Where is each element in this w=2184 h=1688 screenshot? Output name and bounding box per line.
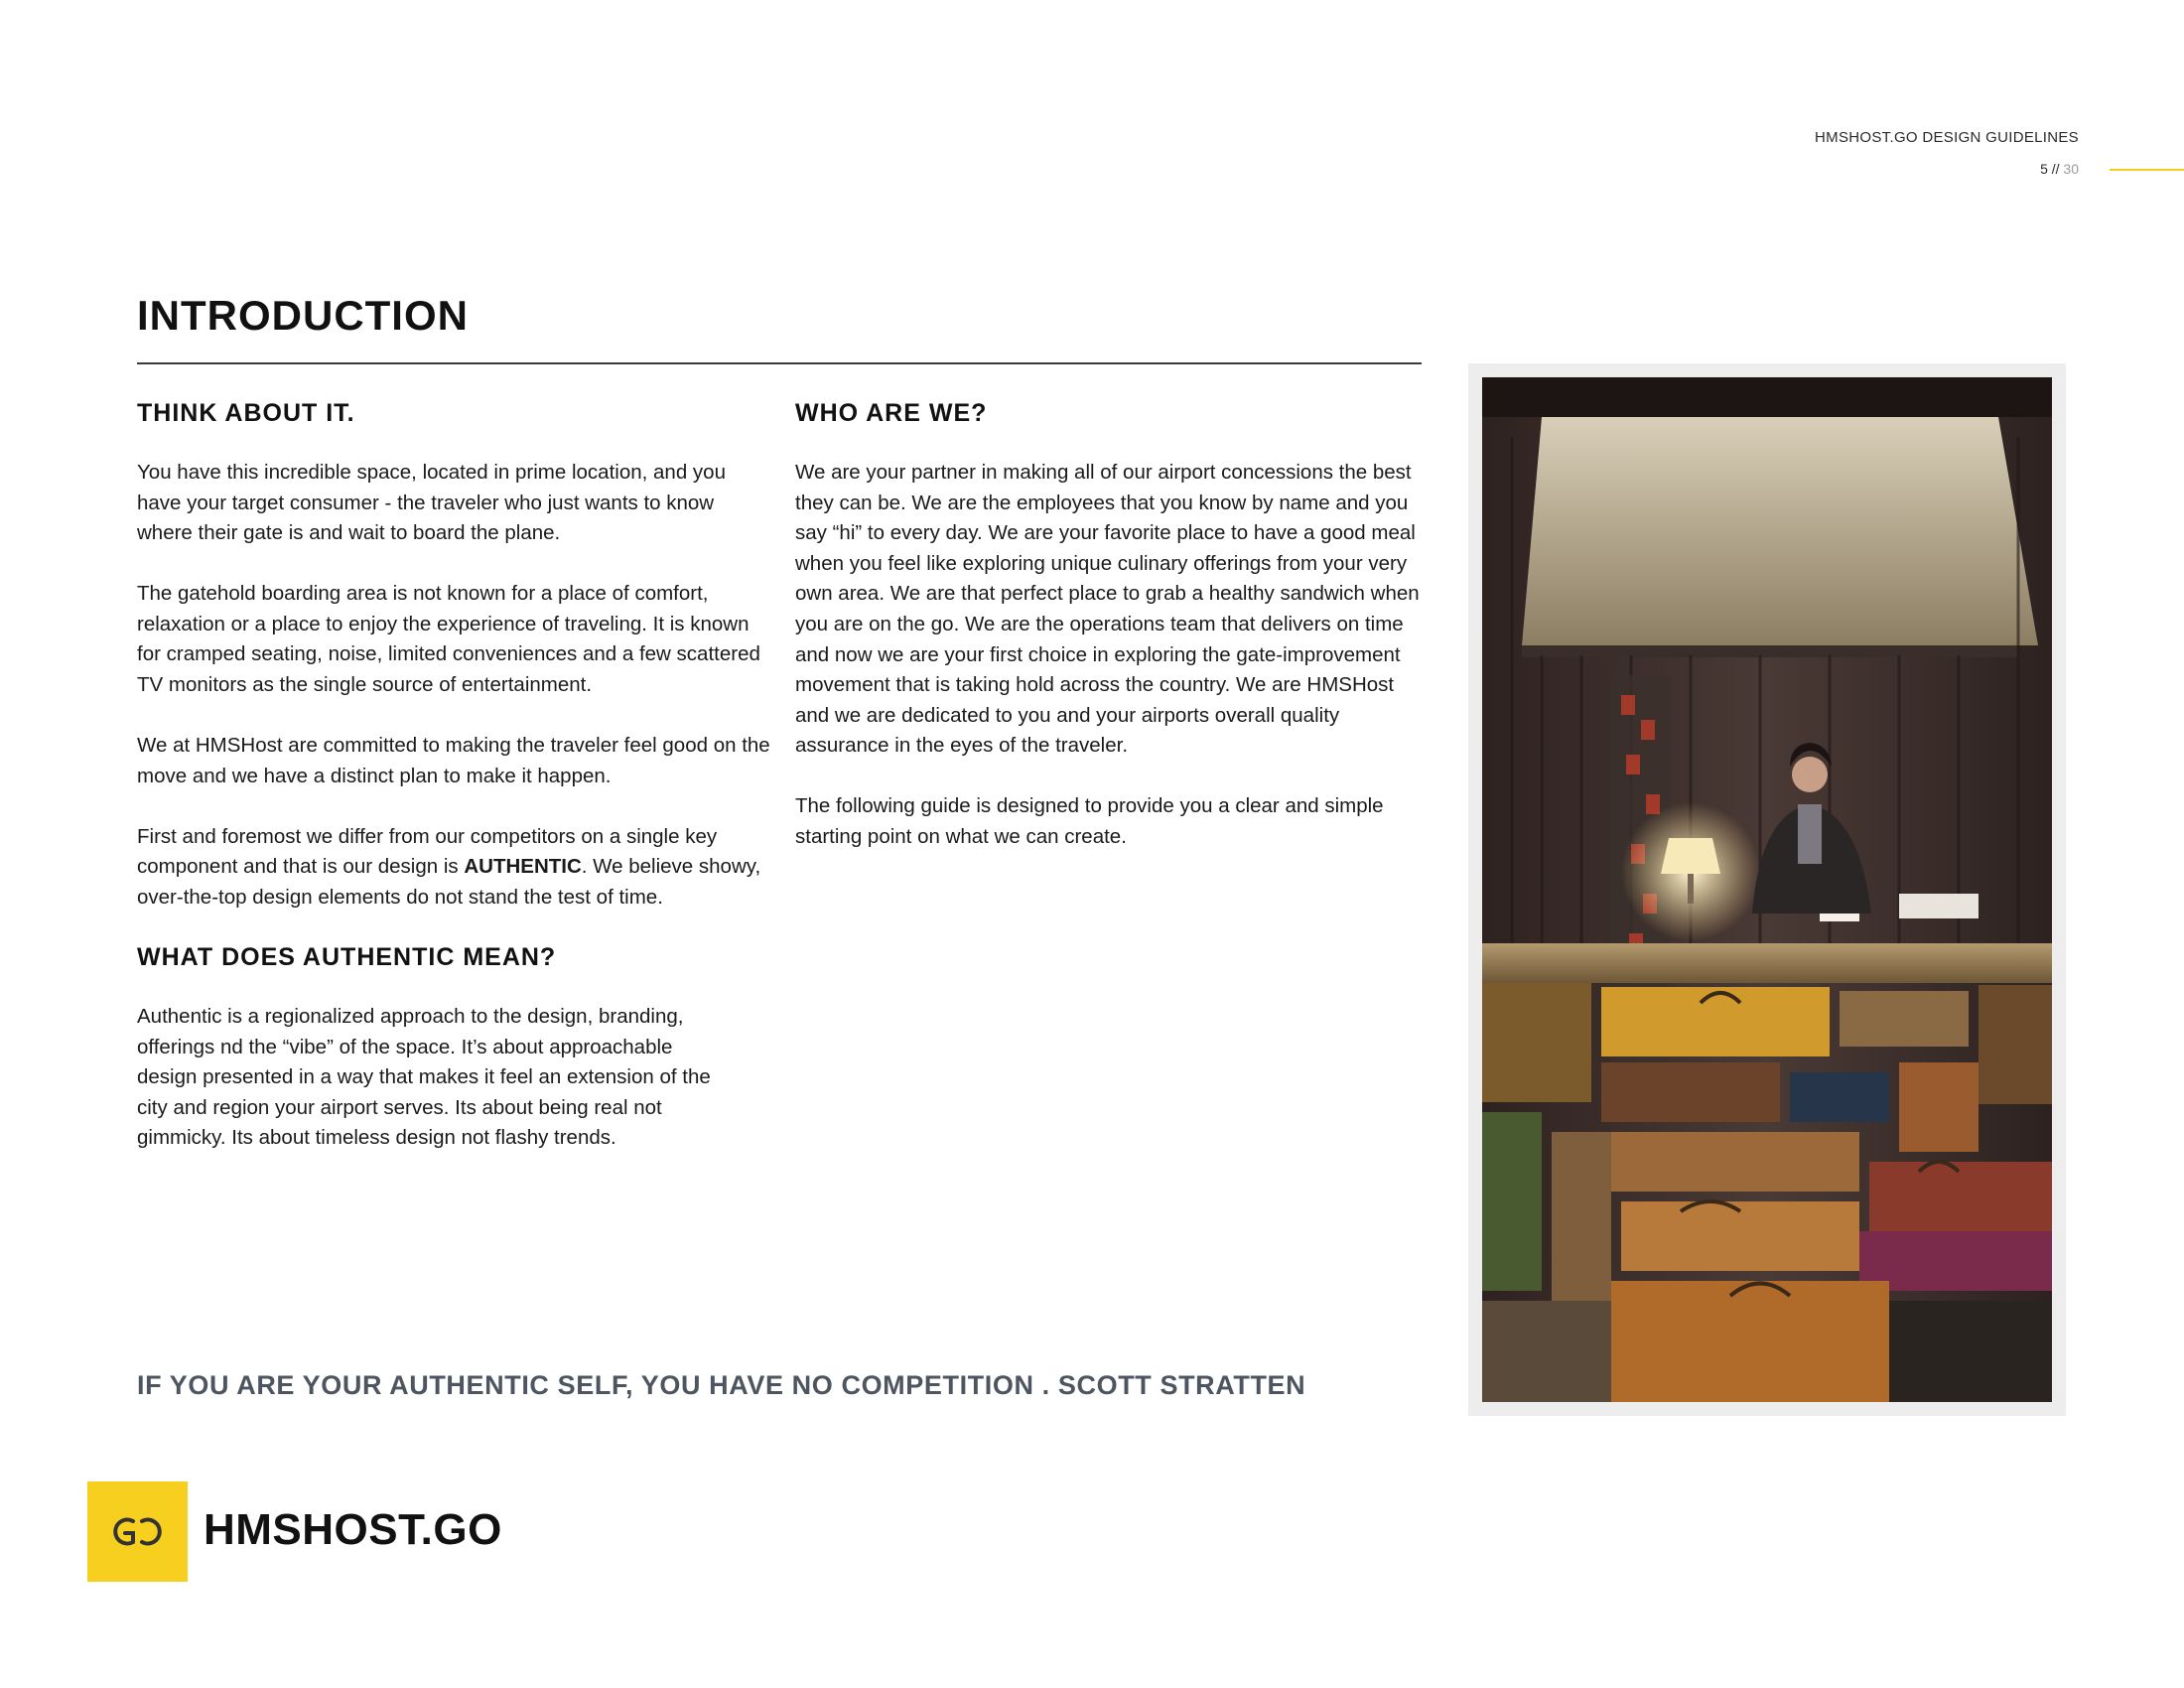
logo-wordmark: HMSHOST.GO bbox=[204, 1505, 502, 1554]
page-number bbox=[2040, 161, 2079, 177]
page-total: 30 bbox=[2063, 161, 2079, 177]
page-title: INTRODUCTION bbox=[137, 292, 469, 339]
paragraph: You have this incredible space, located in prime location, and you have your target consumer - the traveler who just wants to know where their gate is and wait to board the plane. bbox=[137, 461, 726, 545]
logo-badge bbox=[87, 1481, 188, 1582]
paragraph bbox=[137, 822, 772, 914]
paragraph: We are your partner in making all of our airport concessions the best they can be. We are the employees that you know by name and you say “hi” to every day. We are your favorite place to have a good meal when you feel like exploring unique culinary offerings from your very own area. We are that perfect place to grab a healthy sandwich when you are on the go. We are the operations team that delivers on time and now we are your first choice in exploring the gate-improvement movement that is taking hold across the country. We are HMSHost and we are dedicated to you and your airports overall quality assurance in the eyes of the traveler. bbox=[795, 461, 1420, 758]
paragraph-text: First and foremost we differ from our competitors on a single key component and that is our design is bbox=[137, 824, 718, 879]
paragraph: Authentic is a regionalized approach to the design, branding, offerings nd the “vibe” of the space. It’s about approachable design presented in a way that makes it feel an extension of the city and region your airport serves. Its about being real not gimmicky. Its about timeless design not flashy trends. bbox=[137, 1005, 711, 1150]
header-accent-line bbox=[2110, 169, 2184, 171]
paragraph: The gatehold boarding area is not known for a place of comfort, relaxation or a place to enjoy the experience of traveling. It is known for cramped seating, noise, limited conveniences and a few scattered TV monitors as the single source of entertainment. bbox=[137, 582, 760, 697]
document-header-title: HMSHOST.GO DESIGN GUIDELINES bbox=[1815, 129, 2079, 146]
section-who-are-we bbox=[795, 399, 1421, 883]
section-think-about-it bbox=[137, 399, 772, 943]
section-heading: THINK ABOUT IT. bbox=[137, 399, 355, 427]
paragraph-text: . We believe showy, over-the-top design elements do not stand the test of time. bbox=[137, 855, 761, 910]
title-divider bbox=[137, 362, 1422, 364]
section-heading: WHO ARE WE? bbox=[795, 399, 988, 427]
go-link-icon bbox=[87, 1481, 188, 1582]
pull-quote: IF YOU ARE YOUR AUTHENTIC SELF, YOU HAVE NO COMPETITION . SCOTT STRATTEN bbox=[137, 1370, 1306, 1400]
section-authentic-meaning bbox=[137, 943, 772, 1184]
paragraph: We at HMSHost are committed to making the traveler feel good on the move and we have a distinct plan to make it happen. bbox=[137, 734, 770, 787]
page-current: 5 bbox=[2040, 161, 2048, 177]
page-separator: // bbox=[2047, 161, 2064, 177]
section-heading: WHAT DOES AUTHENTIC MEAN? bbox=[137, 943, 557, 971]
paragraph: The following guide is designed to provide you a clear and simple starting point on what we can create. bbox=[795, 794, 1384, 849]
emphasis-authentic: AUTHENTIC bbox=[464, 855, 582, 879]
hotel-reception-photo bbox=[1482, 377, 2052, 1402]
